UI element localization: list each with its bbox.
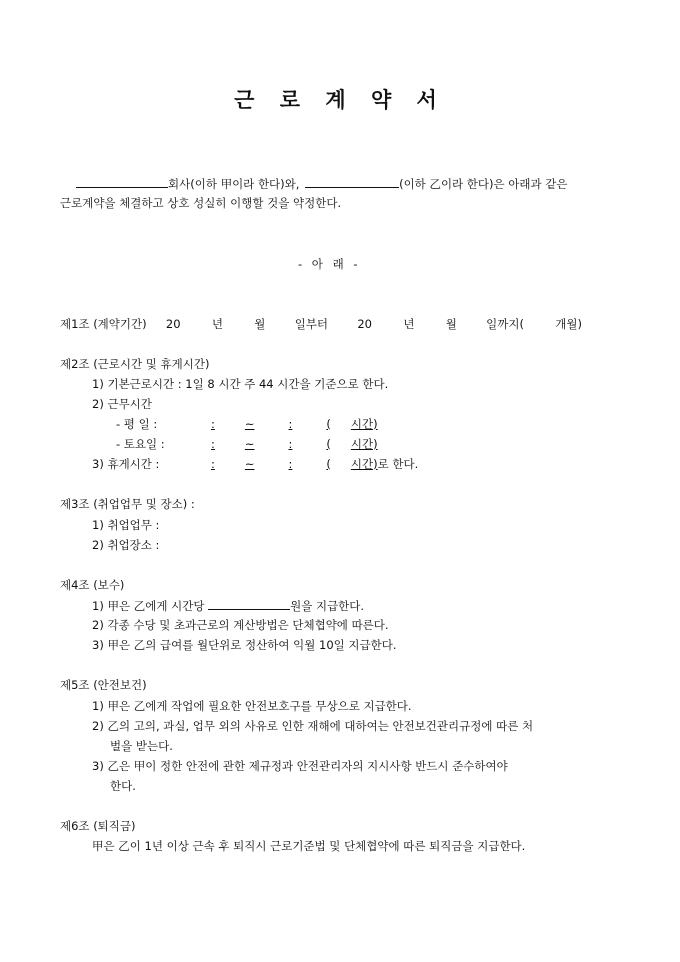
- intro-line-1: [76, 176, 567, 191]
- article1-month: 월: [254, 317, 266, 331]
- article2-item1: 1) 기본근로시간 : 1일 8 시간 주 44 시간을 기준으로 한다.: [92, 377, 389, 391]
- article6-heading: 제6조 (퇴직금): [60, 819, 136, 833]
- saturday-hours-field[interactable]: : ~ : ( 시간): [211, 437, 378, 451]
- article5-item1: 1) 甲은 乙에게 작업에 필요한 안전보호구를 무상으로 지급한다.: [92, 699, 412, 713]
- break-time-row: [183, 457, 418, 471]
- weekday-hours-field[interactable]: : ~ : ( 시간): [211, 417, 378, 431]
- article4-item1: 1) 甲은 乙에게 시간당 원을 지급한다.: [92, 599, 365, 613]
- company-name-blank[interactable]: [76, 176, 168, 188]
- hourly-wage-blank[interactable]: [208, 598, 290, 610]
- article3-item1: 1) 취업업무 :: [92, 518, 160, 532]
- article4-item3: 3) 甲은 乙의 급여를 월단위로 정산하여 익월 10일 지급한다.: [92, 638, 397, 652]
- article5-heading: 제5조 (안전보건): [60, 678, 147, 692]
- article1-year: 년: [211, 317, 223, 331]
- intro-line-2: 근로계약을 체결하고 상호 성실히 이행할 것을 약정한다.: [60, 196, 342, 210]
- article2-item2: 2) 근무시간: [92, 397, 152, 411]
- article4-heading: 제4조 (보수): [60, 578, 125, 592]
- document-title: 근 로 계 약 서: [234, 88, 446, 112]
- article4-item2: 2) 각종 수당 및 초과근로의 계산방법은 단체협약에 따른다.: [92, 618, 389, 632]
- article1-month2: 월: [445, 317, 457, 331]
- break-time-suffix: 로 한다.: [377, 457, 419, 471]
- intro-worker-suffix: (이하 乙이라 한다)은 아래과 같은: [399, 177, 568, 191]
- article1-year2-prefix: 20: [357, 317, 372, 331]
- article5-item2-line1: 2) 乙의 고의, 과실, 업무 외의 사유로 인한 재해에 대하여는 안전보건관리규정에 따른 처: [92, 719, 534, 733]
- article6-body: 甲은 乙이 1년 이상 근속 후 퇴직시 근로기준법 및 단체협약에 따른 퇴직금을 지급한다.: [92, 839, 526, 853]
- article1-heading: 제1조 (계약기간): [60, 317, 147, 331]
- article5-item3-line2: 한다.: [110, 779, 136, 793]
- below-marker: - 아 래 -: [298, 257, 361, 271]
- break-time-field[interactable]: : ~ : ( 시간): [211, 457, 378, 471]
- article5-item2-line2: 벌을 받는다.: [110, 739, 173, 753]
- article3-heading: 제3조 (취업업무 및 장소) :: [60, 497, 195, 511]
- worker-name-blank[interactable]: [305, 176, 399, 188]
- article3-item2: 2) 취업장소 :: [92, 538, 160, 552]
- article1-year2: 년: [403, 317, 415, 331]
- article1-until: 일까지(: [486, 317, 524, 331]
- article1-year-prefix: 20: [165, 317, 181, 331]
- saturday-label: - 토요일 :: [116, 437, 165, 451]
- intro-company-suffix: 회사(이하 甲이라 한다)와,: [168, 177, 300, 191]
- article2-heading: 제2조 (근로시간 및 휴게시간): [60, 357, 210, 371]
- article5-item3-line1: 3) 乙은 甲이 정한 안전에 관한 제규정과 안전관리자의 지시사항 반드시 준수하여야: [92, 759, 508, 773]
- break-time-label: 3) 휴게시간 :: [92, 457, 160, 471]
- article1-months: 개월): [555, 317, 583, 331]
- article1-from: 일부터: [294, 317, 329, 331]
- article1-row: [60, 317, 582, 331]
- weekday-label: - 평 일 :: [116, 417, 158, 431]
